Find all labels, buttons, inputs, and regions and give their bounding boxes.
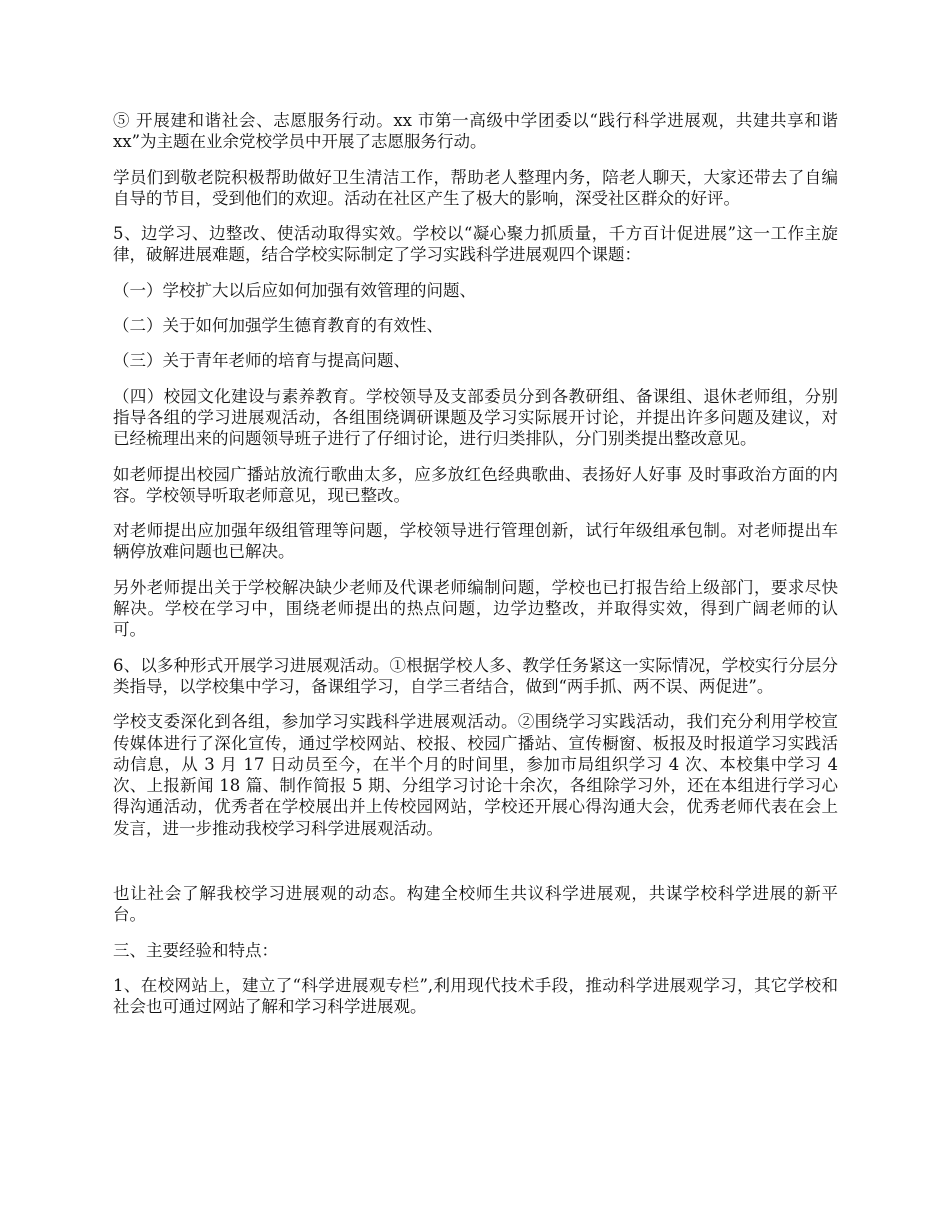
paragraph-volunteer-action: ⑤ 开展建和谐社会、志愿服务行动。xx 市第一高级中学团委以“践行科学进展观，共建共享和谐 xx”为主题在业余党校学员中开展了志愿服务行动。 bbox=[113, 111, 838, 152]
paragraph-nursing-home: 学员们到敬老院积极帮助做好卫生清洁工作，帮助老人整理内务，陪老人聊天，大家还带去了自编自导的节目，受到他们的欢迎。活动在社区产生了极大的影响，深受社区群众的好评。 bbox=[113, 167, 838, 208]
paragraph-topic-3: （三）关于青年老师的培育与提高问题、 bbox=[113, 351, 410, 371]
section-gap bbox=[113, 853, 838, 883]
paragraph-society-understanding: 也让社会了解我校学习进展观的动态。构建全校师生共议科学进展观，共谋学校科学进展的新平台。 bbox=[113, 884, 838, 925]
paragraph-broadcast-station: 如老师提出校园广播站放流行歌曲太多，应多放红色经典歌曲、表扬好人好事 及时事政治方面的内容。学校领导听取老师意见，现已整改。 bbox=[113, 464, 838, 505]
paragraph-learning-rectification: 5、边学习、边整改、使活动取得实效。学校以“凝心聚力抓质量，千方百计促进展”这一工作主旋律，破解进展难题，结合学校实际制定了学习实践科学进展观四个课题： bbox=[113, 224, 838, 265]
document-body bbox=[113, 110, 838, 1032]
paragraph-media-publicity: 学校支委深化到各组，参加学习实践科学进展观活动。②围绕学习实践活动，我们充分利用学校宣传媒体进行了深化宣传，通过学校网站、校报、校园广播站、宣传橱窗、板报及时报道学习实践活动信息，从 3 月 17 日动员至今，在半个月的时间里，参加市局组织学习 4 次、本校集中学习 4 次、上报新闻 18 篇、制作简报 5 期、分组学习讨论十余次，各组除学习外，还在本组进行学习心得沟通活动，优秀者在学校展出并上传校园网站，学校还开展心得沟通大会，优秀老师代表在会上发言，进一步推动我校学习科学进展观活动。 bbox=[113, 712, 838, 838]
paragraph-topic-1: （一）学校扩大以后应如何加强有效管理的问题、 bbox=[113, 280, 476, 300]
paragraph-multiple-forms: 6、以多种形式开展学习进展观活动。①根据学校人多、教学任务紧这一实际情况，学校实行分层分类指导，以学校集中学习，备课组学习，自学三者结合，做到“两手抓、两不误、两促进”。 bbox=[113, 655, 838, 696]
paragraph-topic-4: （四）校园文化建设与素养教育。学校领导及支部委员分到各教研组、备课组、退休老师组，分别指导各组的学习进展观活动，各组围绕调研课题及学习实际展开讨论，并提出许多问题及建议，对已经梳理出来的问题领导班子进行了仔细讨论，进行归类排队，分门别类提出整改意见。 bbox=[113, 386, 838, 449]
paragraph-teacher-staffing: 另外老师提出关于学校解决缺少老师及代课老师编制问题，学校也已打报告给上级部门，要求尽快解决。学校在学习中，围绕老师提出的热点问题，边学边整改，并取得实效，得到广阔老师的认可。 bbox=[113, 577, 838, 640]
section-heading-experience: 三、主要经验和特点： bbox=[113, 940, 278, 960]
paragraph-grade-management: 对老师提出应加强年级组管理等问题，学校领导进行管理创新，试行年级组承包制。对老师提出车辆停放难问题也已解决。 bbox=[113, 521, 838, 562]
paragraph-website-column: 1、在校网站上，建立了“科学进展观专栏”,利用现代技术手段，推动科学进展观学习，其它学校和社会也可通过网站了解和学习科学进展观。 bbox=[113, 975, 838, 1017]
paragraph-topic-2: （二）关于如何加强学生德育教育的有效性、 bbox=[113, 316, 443, 336]
